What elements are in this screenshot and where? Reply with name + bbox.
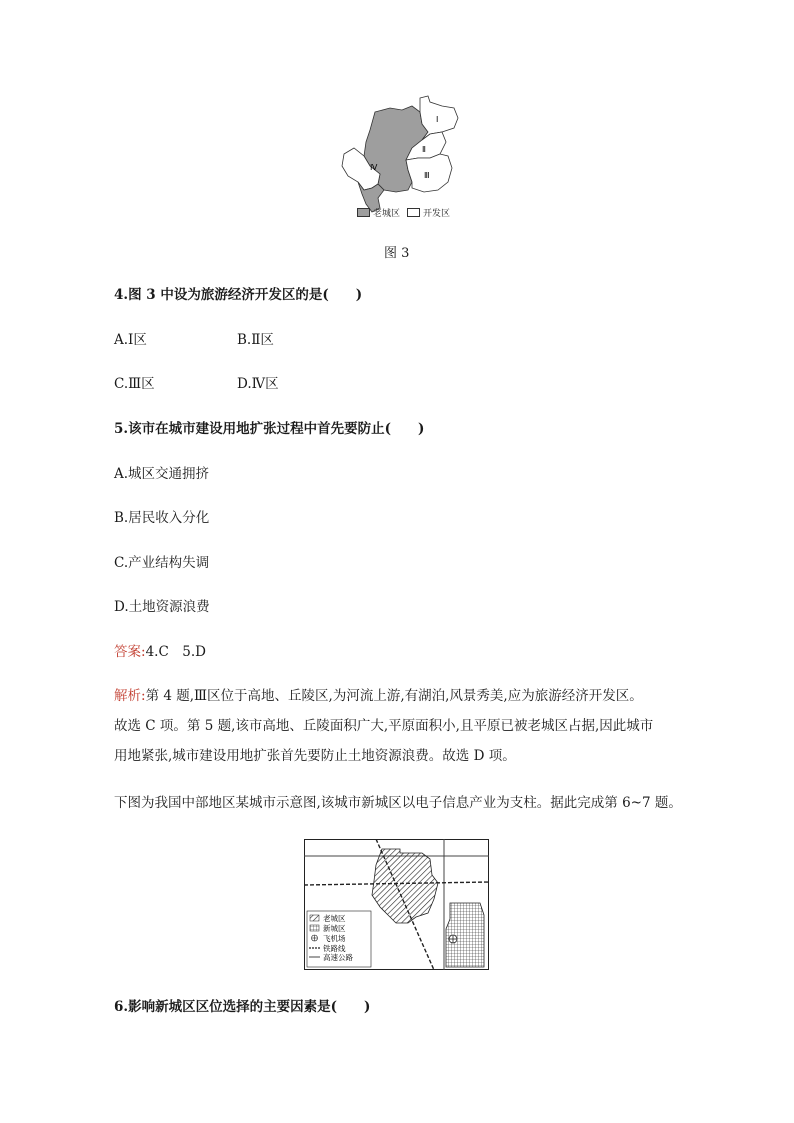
analysis-line-3: 用地紧张,城市建设用地扩张首先要防止土地资源浪费。故选 D 项。 bbox=[114, 748, 516, 764]
q5-option-a: A.城区交通拥挤 bbox=[114, 466, 210, 482]
q6-stem: 6.影响新城区区位选择的主要因素是( ) bbox=[114, 999, 371, 1015]
q4-option-c: C.Ⅲ区 bbox=[114, 376, 155, 392]
q5-option-d: D.土地资源浪费 bbox=[114, 599, 210, 615]
figure-3-map bbox=[330, 92, 465, 224]
q4-option-d: D.Ⅳ区 bbox=[237, 376, 279, 392]
legend-dev-label: 开发区 bbox=[423, 209, 451, 219]
map-legend-airport: 飞机场 bbox=[323, 934, 346, 943]
answer-label: 答案: bbox=[114, 644, 146, 660]
map-legend-new: 新城区 bbox=[323, 924, 346, 933]
q4-option-a: A.Ⅰ区 bbox=[114, 332, 147, 348]
analysis-text-1: 第 4 题,Ⅲ区位于高地、丘陵区,为河流上游,有湖泊,风景秀美,应为旅游经济开发区。 bbox=[145, 688, 643, 704]
region-iv-label: Ⅳ bbox=[370, 163, 378, 172]
q4-stem: 4.图 3 中设为旅游经济开发区的是( ) bbox=[114, 287, 363, 303]
analysis-line-1 bbox=[114, 687, 643, 705]
map-legend-rail: 铁路线 bbox=[323, 944, 346, 953]
region-ii-label: Ⅱ bbox=[422, 145, 426, 154]
q5-option-c: C.产业结构失调 bbox=[114, 555, 210, 571]
city-map bbox=[304, 839, 489, 970]
legend-dev-swatch bbox=[407, 208, 420, 217]
legend-old-swatch bbox=[357, 208, 370, 217]
figure-3 bbox=[330, 92, 465, 224]
q4-option-b: B.Ⅱ区 bbox=[237, 332, 274, 348]
region-i-label: Ⅰ bbox=[436, 115, 439, 124]
analysis-label: 解析: bbox=[114, 688, 146, 704]
analysis-line-2: 故选 C 项。第 5 题,该市高地、丘陵面积广大,平原面积小,且平原已被老城区占据,因此城市 bbox=[114, 718, 654, 734]
city-map-svg bbox=[304, 839, 489, 970]
q5-option-b: B.居民收入分化 bbox=[114, 510, 210, 526]
region-iii-label: Ⅲ bbox=[424, 171, 430, 180]
map-legend-old: 老城区 bbox=[323, 914, 346, 923]
figure-3-legend bbox=[357, 206, 450, 219]
map-legend-highway: 高速公路 bbox=[323, 953, 353, 962]
q5-stem: 5.该市在城市建设用地扩张过程中首先要防止( ) bbox=[114, 421, 425, 437]
intro-text: 下图为我国中部地区某城市示意图,该城市新城区以电子信息产业为支柱。据此完成第 6~7 题。 bbox=[114, 795, 682, 811]
answer-line bbox=[114, 643, 206, 661]
answer-text: 4.C 5.D bbox=[145, 644, 206, 660]
figure-3-caption: 图 3 bbox=[384, 246, 410, 261]
legend-old-label: 老城区 bbox=[373, 209, 401, 219]
